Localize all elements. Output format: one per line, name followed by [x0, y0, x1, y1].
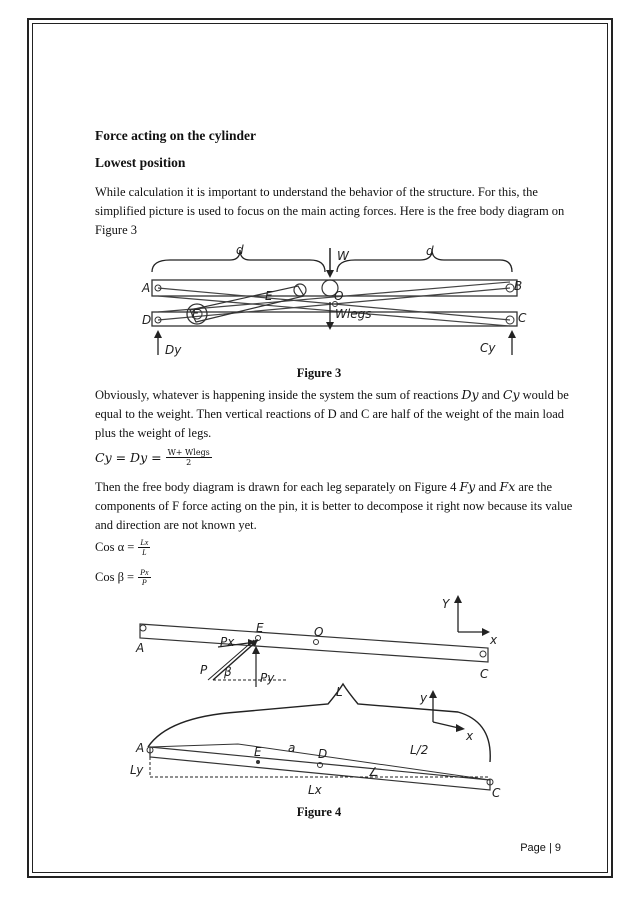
- eq2-denominator: L: [142, 548, 147, 557]
- fig4-label-e-bottom: E: [254, 745, 262, 759]
- para2-text-b: would be equal to the weight. Then vertical reactions of D and C are half of the weight of the main load plus the weight of legs.: [95, 388, 569, 440]
- heading-lowest-position: Lowest position: [95, 155, 186, 170]
- equation-reactions: [95, 448, 212, 467]
- fig4-label-lx: Lx: [308, 783, 322, 797]
- figure-4-caption: Figure 4: [296, 805, 342, 819]
- para2-text-and: and: [478, 388, 503, 402]
- fig3-label-w: W: [337, 249, 349, 263]
- fig3-label-b: B: [514, 279, 523, 293]
- fig3-label-f: F: [192, 307, 199, 321]
- fig3-label-cy: Cy: [480, 341, 496, 355]
- eq1-fraction: [166, 448, 212, 467]
- fig4-label-c-top: C: [480, 667, 489, 681]
- fig4-label-o-top: O: [314, 625, 324, 639]
- fig4-label-px: Px: [220, 635, 235, 649]
- fig4-label-py: Py: [260, 671, 275, 685]
- equation-cos-beta: [95, 568, 151, 587]
- fig4-label-y-bottom: y: [420, 691, 428, 705]
- fig3-label-o: O: [334, 289, 344, 303]
- para3-text-and: and: [475, 480, 500, 494]
- fig3-label-d: D: [142, 313, 152, 327]
- fig4-label-a-bottom: A: [136, 741, 145, 755]
- fig3-label-d-left: d: [236, 243, 244, 257]
- fig3-label-d-right: d: [426, 244, 434, 258]
- para3-text-a: Then the free body diagram is drawn for each leg separately on Figure 4: [95, 480, 460, 494]
- paragraph-free-body: [95, 477, 573, 535]
- fig4-label-p: P: [200, 663, 208, 677]
- eq2-numerator: Lx: [140, 538, 149, 547]
- eq1-numerator: W+ Wlegs: [167, 448, 210, 457]
- fig4-label-a-top: A: [136, 641, 145, 655]
- eq3-numerator: Px: [140, 568, 149, 577]
- fig4-label-c-bottom: C: [492, 786, 501, 800]
- eq1-denominator: 2: [186, 458, 192, 467]
- symbol-fy: Fy: [459, 479, 476, 494]
- figure-4-diagram: [128, 592, 518, 802]
- eq1-lhs: Cy = Dy =: [95, 450, 162, 465]
- fig3-label-c: C: [518, 311, 527, 325]
- fig4-label-d: D: [318, 747, 328, 761]
- fig4-label-l-half: L/2: [410, 743, 429, 757]
- figure-3-caption: Figure 3: [296, 366, 342, 380]
- fig3-label-e: E: [265, 289, 273, 303]
- fig3-label-wlegs: Wlegs: [335, 307, 372, 321]
- para3-text-b: are the components of F force acting on the pin, it is better to decompose it right now because its value and direction are not known yet.: [95, 480, 573, 532]
- para2-text-a: Obviously, whatever is happening inside the system the sum of reactions: [95, 388, 462, 402]
- page-number: Page | 9: [520, 842, 561, 854]
- fig4-label-ly: Ly: [130, 763, 144, 777]
- paragraph-reactions: [95, 385, 573, 443]
- symbol-fx: Fx: [499, 479, 516, 494]
- eq2-lhs: Cos α =: [95, 540, 135, 554]
- equation-cos-alpha: [95, 538, 150, 557]
- figure-3-diagram: [140, 240, 525, 365]
- fig4-label-e-top: E: [256, 621, 264, 635]
- symbol-dy: Dy: [461, 387, 479, 402]
- fig4-label-l: L: [336, 685, 343, 699]
- fig4-label-x-bottom: x: [466, 729, 474, 743]
- paragraph-intro: While calculation it is important to understand the behavior of the structure. For this, the simplified picture is used to focus on the main acting forces. Here is the free body diagram on Figure 3: [95, 185, 565, 237]
- eq2-fraction: [138, 538, 150, 557]
- fig4-label-angle: ∠: [368, 765, 379, 779]
- fig4-label-alpha: a: [288, 741, 296, 755]
- symbol-cy: Cy: [502, 387, 520, 402]
- fig4-label-x-top: x: [490, 633, 498, 647]
- fig3-label-a: A: [142, 281, 151, 295]
- eq3-fraction: [138, 568, 150, 587]
- fig3-label-dy: Dy: [165, 343, 182, 357]
- heading-force-cylinder: Force acting on the cylinder: [95, 128, 256, 143]
- fig4-label-beta: β: [224, 665, 232, 679]
- eq3-denominator: P: [141, 578, 147, 587]
- eq3-lhs: Cos β =: [95, 570, 135, 584]
- fig4-label-y-top: Y: [442, 597, 450, 611]
